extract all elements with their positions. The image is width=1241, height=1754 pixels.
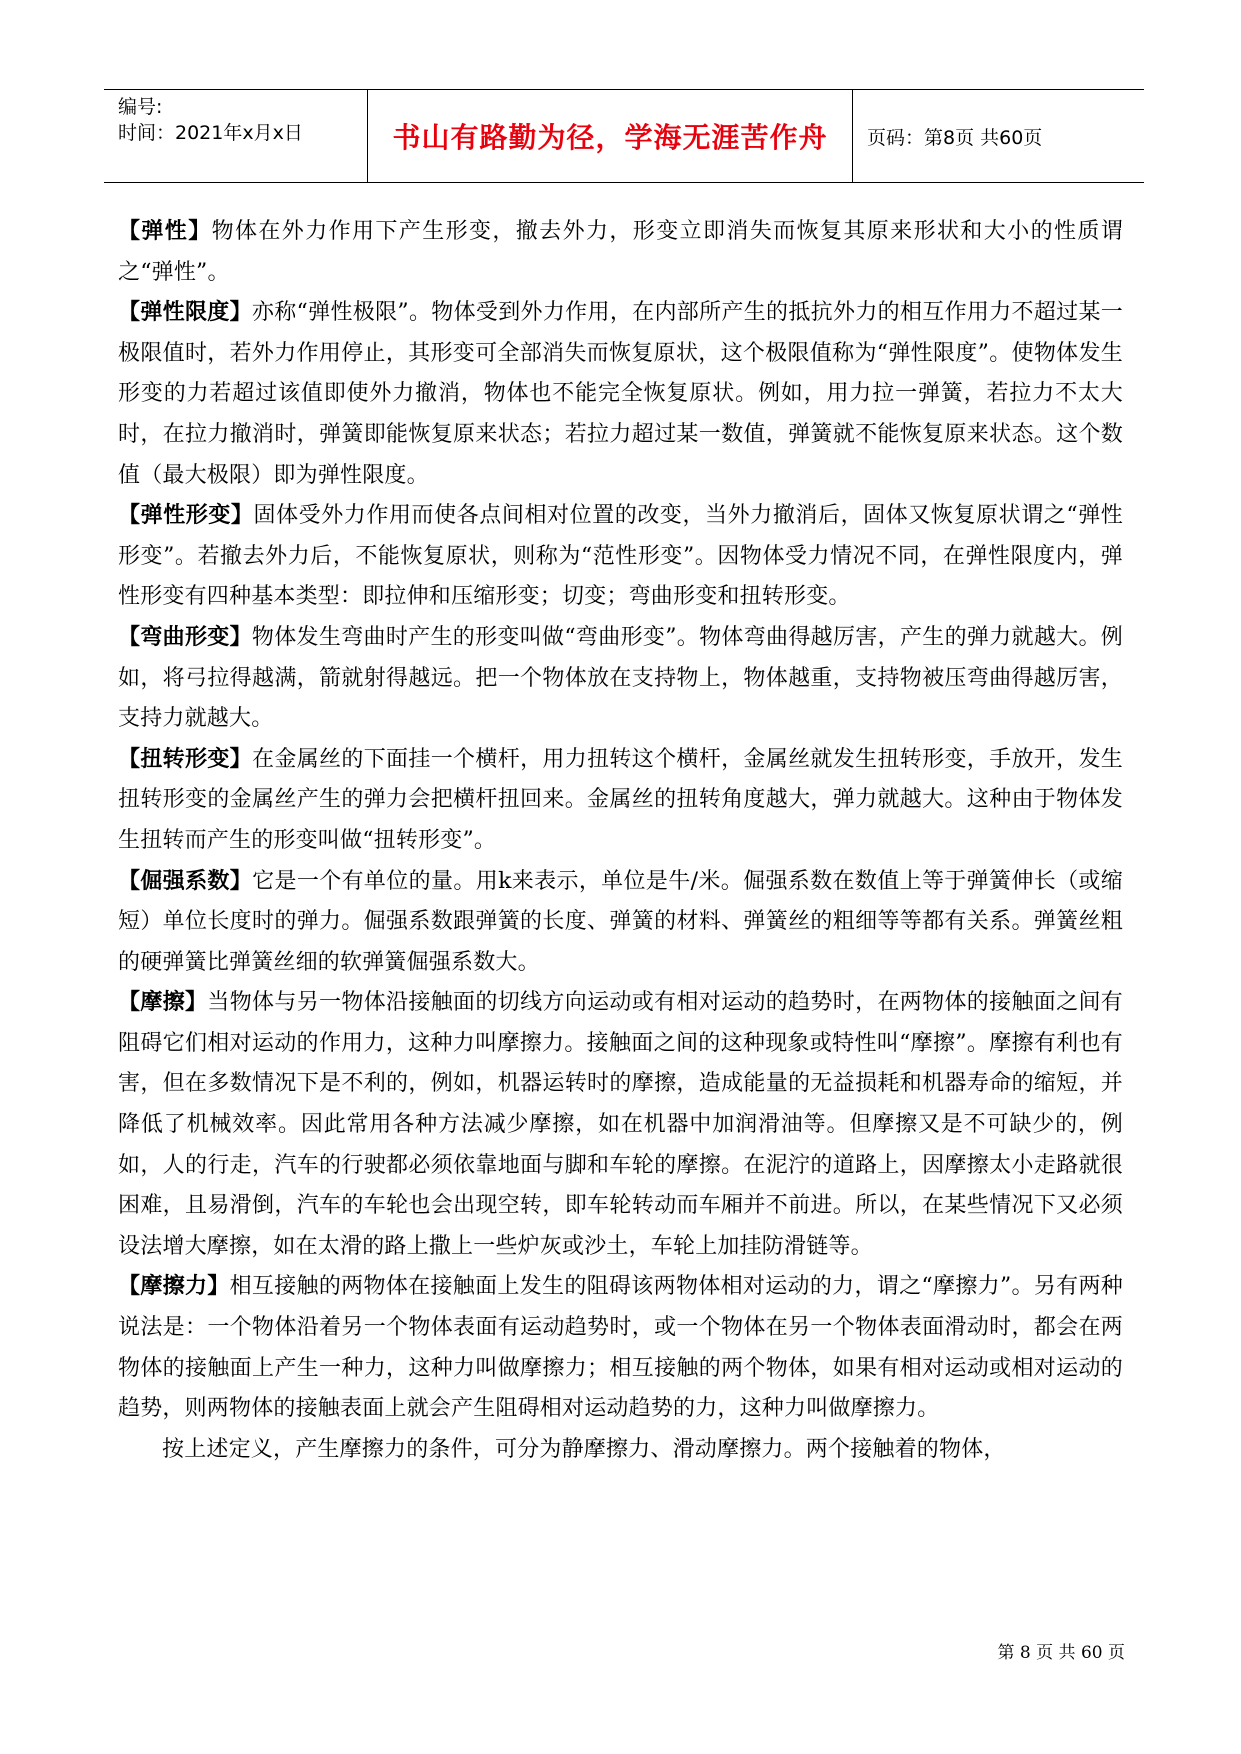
entry-term: 【弹性形变】 [118, 503, 254, 529]
entry-text: 当物体与另一物体沿接触面的切线方向运动或有相对运动的趋势时，在两物体的接触面之间有阻碍它们相对运动的作用力，这种力叫摩擦力。接触面之间的这种现象或特性叫“摩擦”。摩擦有利也有害，但在多数情况下是不利的，例如，机器运转时的摩擦，造成能量的无益损耗和机器寿命的缩短，并降低了机械效率。因此常用各种方法减少摩擦，如在机器中加润滑油等。但摩擦又是不可缺少的，例如，人的行走，汽车的行驶都必须依靠地面与脚和车轮的摩擦。在泥泞的道路上，因摩擦太小走路就很困难，且易滑倒，汽车的车轮也会出现空转，即车轮转动而车厢并不前进。所以，在某些情况下又必须设法增大摩擦，如在太滑的路上撒上一些炉灰或沙土，车轮上加挂防滑链等。 [118, 990, 1124, 1259]
entry-paragraph [118, 293, 1123, 496]
entry-paragraph [118, 740, 1123, 862]
entry-paragraph [118, 862, 1123, 984]
entry-term: 【摩擦力】 [118, 1274, 230, 1300]
header-motto: 书山有路勤为径，学海无涯苦作舟 [392, 121, 828, 154]
document-body [118, 212, 1123, 1470]
entry-term: 【弹性】 [118, 219, 212, 244]
entry-text: 相互接触的两物体在接触面上发生的阻碍该两物体相对运动的力，谓之“摩擦力”。另有两种说法是：一个物体沿着另一个物体表面有运动趋势时，或一个物体在另一个物体表面滑动时，都会在两物体的接触面上产生一种力，这种力叫做摩擦力；相互接触的两个物体，如果有相对运动或相对运动的趋势，则两物体的接触表面上就会产生阻碍相对运动趋势的力，这种力叫做摩擦力。 [118, 1274, 1123, 1422]
page-footer: 第 8 页 共 60 页 [997, 1643, 1125, 1663]
entry-term: 【扭转形变】 [118, 746, 253, 772]
entry-term: 【弯曲形变】 [118, 624, 252, 650]
body-paragraph: 按上述定义，产生摩擦力的条件，可分为静摩擦力、滑动摩擦力。两个接触着的物体， [162, 1436, 1006, 1462]
entry-text: 固体受外力作用而使各点间相对位置的改变，当外力撤消后，固体又恢复原状谓之“弹性形变”。若撤去外力后，不能恢复原状，则称为“范性形变”。因物体受力情况不同，在弹性限度内，弹性形变有四种基本类型：即拉伸和压缩形变；切变；弯曲形变和扭转形变。 [118, 503, 1123, 610]
entry-term: 【弹性限度】 [118, 300, 252, 326]
entry-text: 亦称“弹性极限”。物体受到外力作用，在内部所产生的抵抗外力的相互作用力不超过某一极限值时，若外力作用停止，其形变可全部消失而恢复原状，这个极限值称为“弹性限度”。使物体发生形变的力若超过该值即使外力撤消，物体也不能完全恢复原状。例如，用力拉一弹簧，若拉力不太大时，在拉力撤消时，弹簧即能恢复原来状态；若拉力超过某一数值，弹簧就不能恢复原来状态。这个数值（最大极限）即为弹性限度。 [118, 300, 1124, 488]
entry-term: 【摩擦】 [118, 990, 208, 1016]
entry-text: 物体在外力作用下产生形变，撤去外力，形变立即消失而恢复其原来形状和大小的性质谓之“弹性”。 [118, 219, 1123, 285]
document-number-label: 编号: [118, 96, 163, 118]
entry-text: 物体发生弯曲时产生的形变叫做“弯曲形变”。物体弯曲得越厉害，产生的弹力就越大。例如，将弓拉得越满，箭就射得越远。把一个物体放在支持物上，物体越重，支持物被压弯曲得越厉害，支持力就越大。 [118, 624, 1124, 732]
entry-paragraph [118, 496, 1123, 618]
header-meta-cell [104, 90, 368, 182]
entry-term: 【倔强系数】 [118, 868, 253, 894]
entry-paragraph [118, 212, 1123, 293]
entry-text: 它是一个有单位的量。用k来表示，单位是牛/米。倔强系数在数值上等于弹簧伸长（或缩短）单位长度时的弹力。倔强系数跟弹簧的长度、弹簧的材料、弹簧丝的粗细等等都有关系。弹簧丝粗的硬弹簧比弹簧丝细的软弹簧倔强系数大。 [118, 868, 1123, 975]
header-motto-cell [368, 90, 853, 182]
header-page-info: 页码：第8页 共60页 [867, 126, 1043, 149]
entry-paragraph [118, 618, 1123, 740]
entry-paragraph [118, 983, 1123, 1267]
entry-text: 在金属丝的下面挂一个横杆，用力扭转这个横杆，金属丝就发生扭转形变，手放开，发生扭转形变的金属丝产生的弹力会把横杆扭回来。金属丝的扭转角度越大，弹力就越大。这种由于物体发生扭转而产生的形变叫做“扭转形变”。 [118, 746, 1124, 853]
entry-paragraph [118, 1267, 1123, 1429]
header-page-cell [853, 90, 1144, 182]
page-header [104, 89, 1144, 183]
document-time-label: 时间：2021年x月x日 [118, 122, 303, 144]
